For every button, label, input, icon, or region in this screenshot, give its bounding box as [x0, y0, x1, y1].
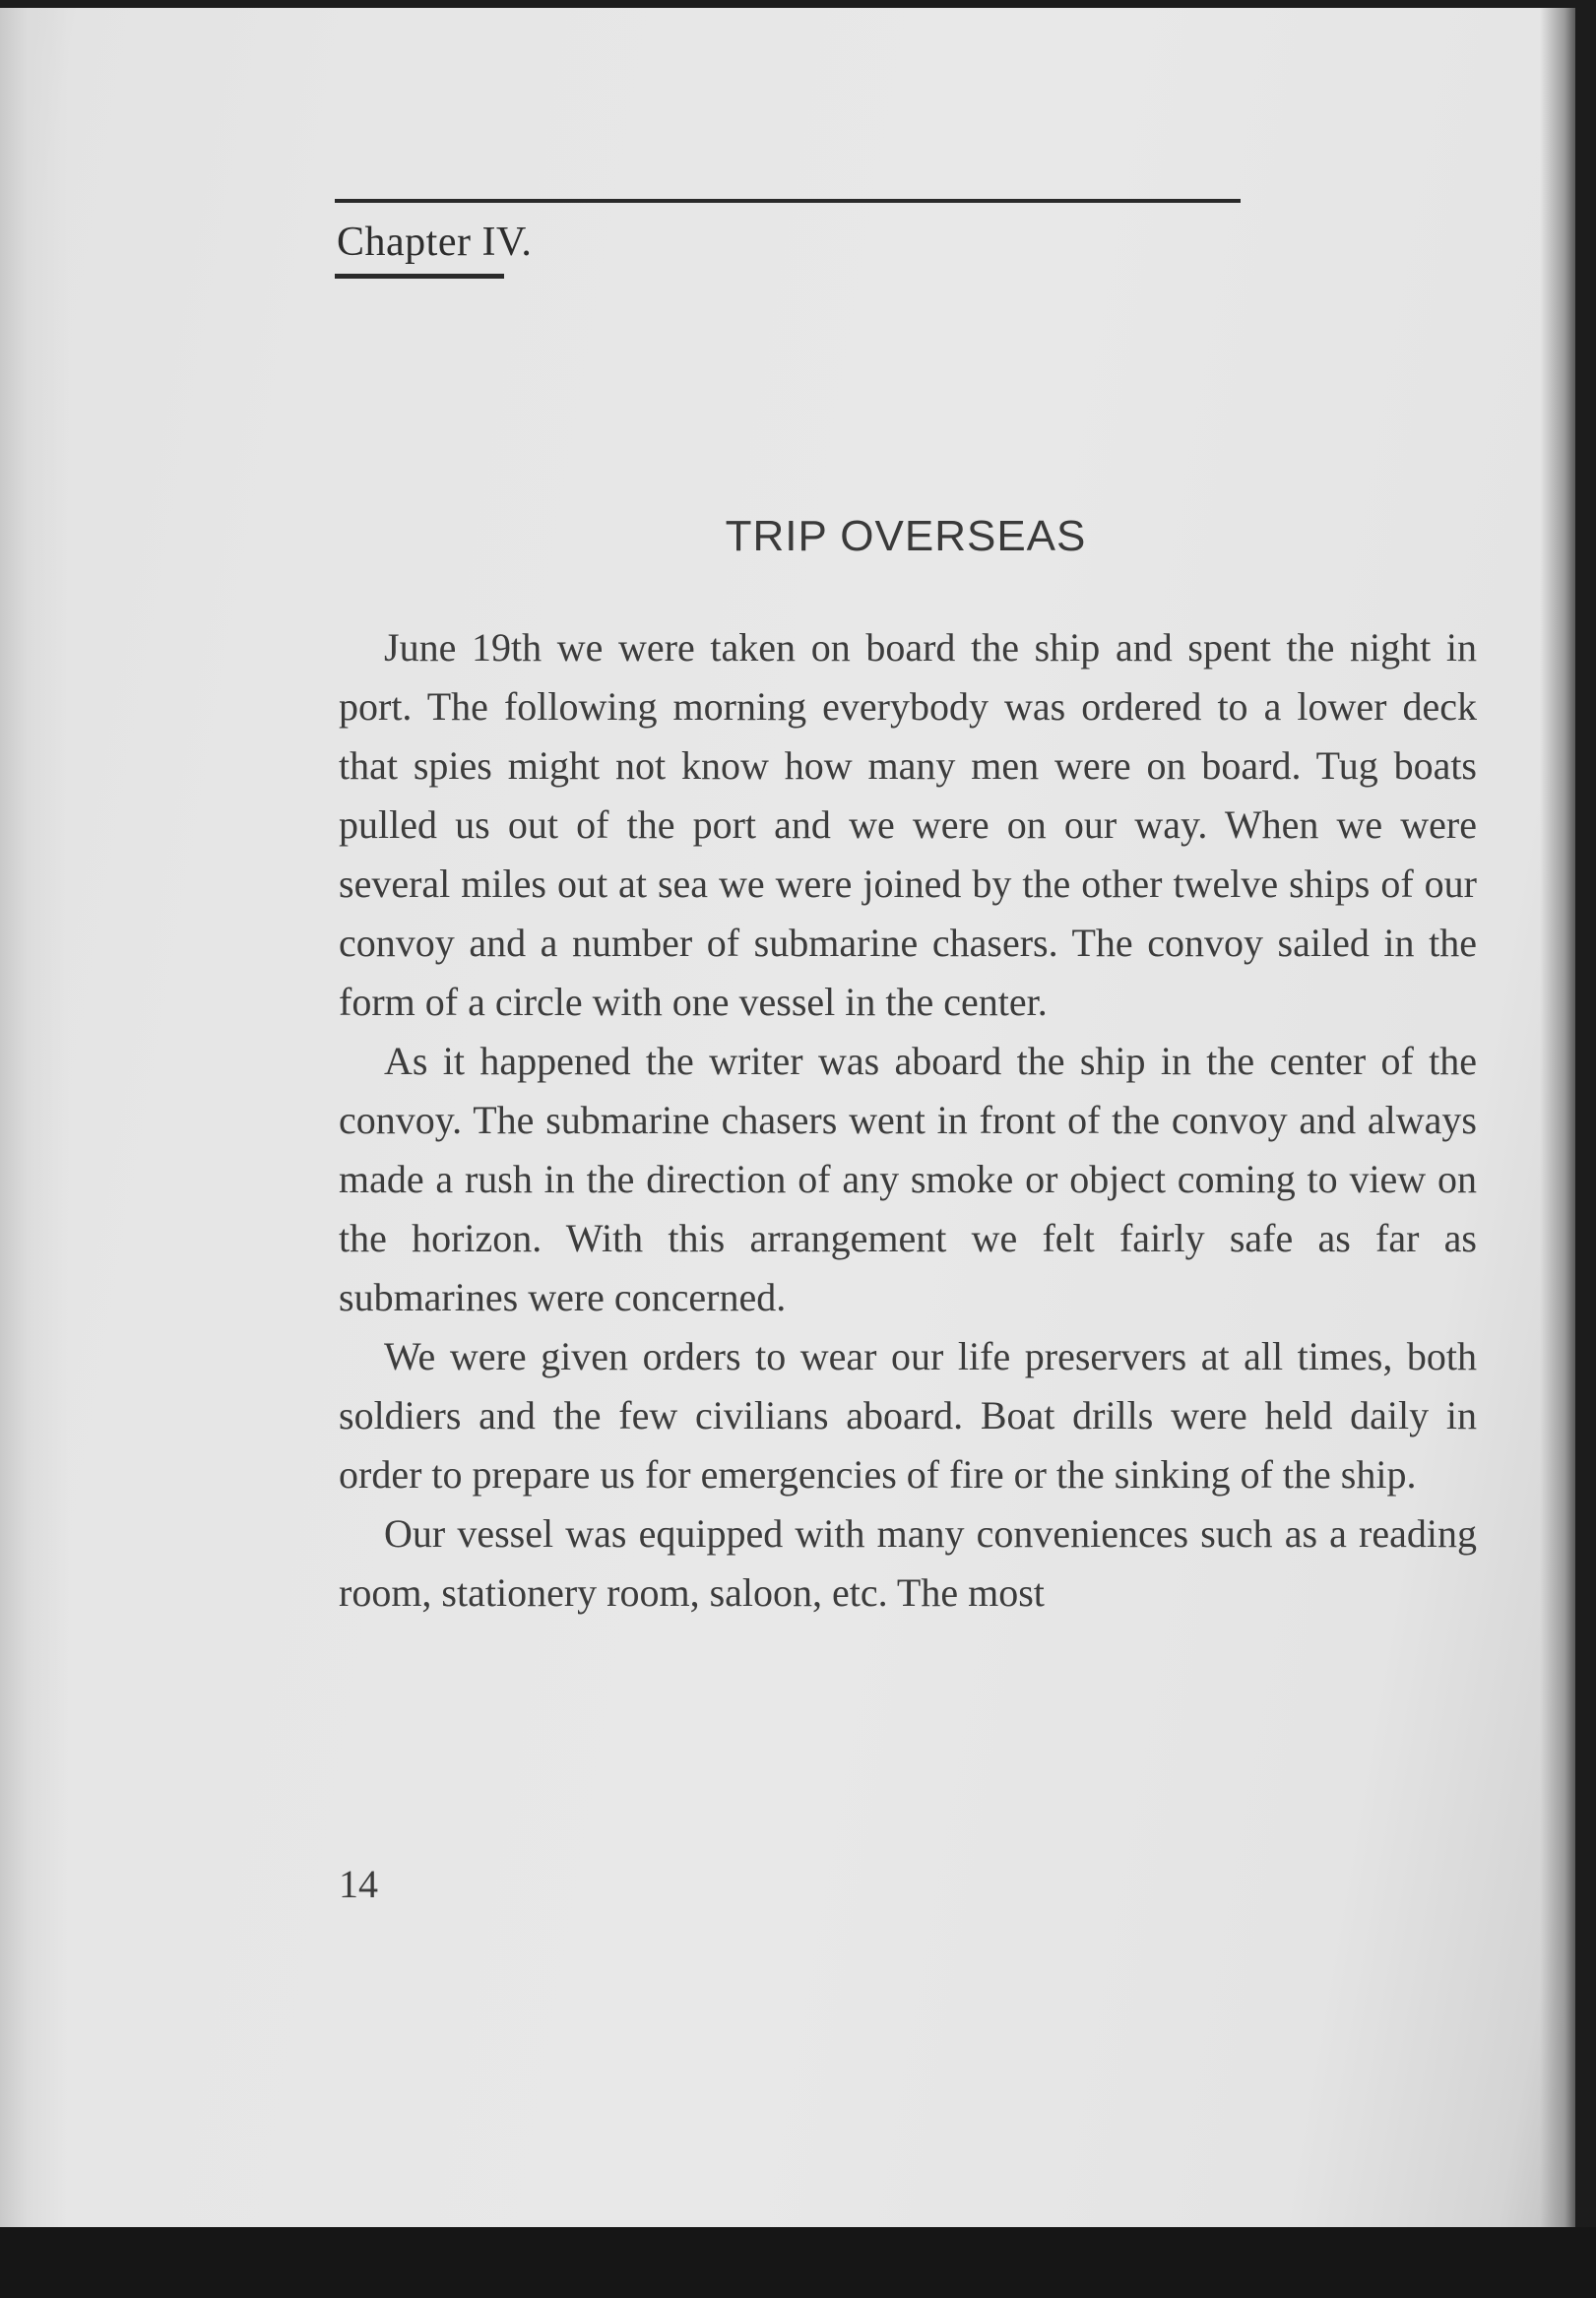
scan-background [0, 2227, 1596, 2298]
header-rule [335, 199, 1241, 203]
page-number: 14 [339, 1862, 378, 1906]
paragraph: We were given orders to wear our life preservers at all times, both soldiers and the few civilians aboard. Boat drills were held daily in order to prepare us for emergencies of fire or the sinking of the ship. [339, 1334, 1477, 1497]
page-edge-shadow [1540, 8, 1575, 2227]
paragraph: Our vessel was equipped with many conveniences such as a reading room, stationery room, saloon, etc. The most [339, 1511, 1477, 1615]
page-gutter-shadow [0, 8, 69, 2227]
chapter-underline [335, 274, 504, 279]
paragraph: As it happened the writer was aboard the ship in the center of the convoy. The submarine chasers went in front of the convoy and always made a rush in the direction of any smoke or object coming to view on the horizon. With this arrangement we felt fairly safe as far as submarines were concerned. [339, 1039, 1477, 1319]
body-text [339, 618, 1477, 1623]
chapter-heading: Chapter IV. [337, 220, 533, 265]
chapter-title: TRIP OVERSEAS [725, 512, 1087, 560]
paragraph: June 19th we were taken on board the ship and spent the night in port. The following morning everybody was ordered to a lower deck that spies might not know how many men were on board. Tug boats pulled us out of the port and we were on our way. When we were several miles out at sea we were joined by the other twelve ships of our convoy and a number of submarine chasers. The convoy sailed in the form of a circle with one vessel in the center. [339, 625, 1477, 1024]
